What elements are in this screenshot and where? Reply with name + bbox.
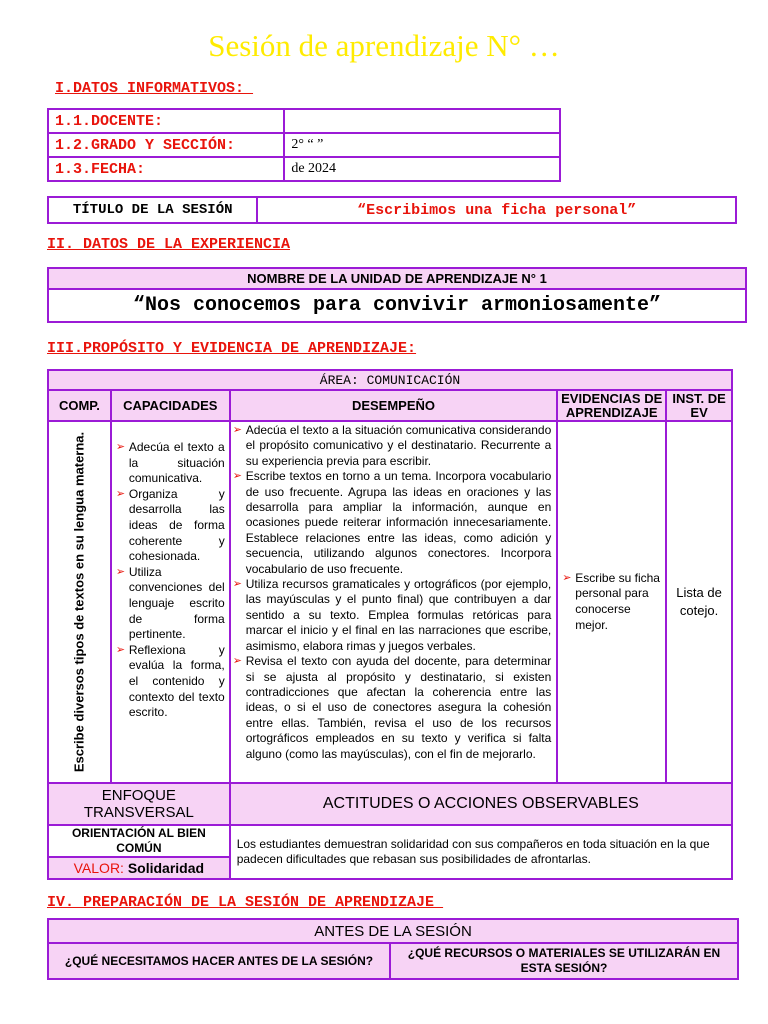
desempeno-item: ➢ Revisa el texto con ayuda del docente, para determinar si se ajusta al propósito y destinatario, si existen contradicciones que afectan la coherencia entre las ideas, o si el uso de conectores asegura la cohesión entre ellas. También, revisa el uso de los recursos ortográficos empleados en su texto y verifica si falta alguno (como las mayúsculas), con el fin de mejorarlo.	[235, 654, 552, 762]
desempeno-cell	[230, 421, 558, 783]
datos-informativos-table	[47, 108, 561, 182]
section-datos-experiencia: II. DATOS DE LA EXPERIENCIA	[47, 236, 291, 253]
preparacion-table	[47, 918, 739, 980]
fecha-value: de 2024	[284, 157, 560, 181]
valor-label: VALOR:	[73, 860, 124, 876]
comp-header: COMP.	[48, 390, 111, 421]
grado-value: 2° “ ”	[284, 133, 560, 157]
capacidad-item: ➢ Utiliza convenciones del lenguaje escrito de forma pertinente.	[118, 565, 225, 643]
area-header: ÁREA: COMUNICACIÓN	[48, 370, 732, 390]
desempeno-item: ➢ Escribe textos en torno a un tema. Incorpora vocabulario de uso frecuente. Agrupa las ideas en oraciones y las desarrolla para ampliar la información, aunque en ocasiones puede reiterar información innecesariamente. Establece relaciones entre las ideas, como adición y secuencia, utilizando algunos conectores. Incorpora vocabulario de uso frecuente.	[235, 469, 552, 577]
capacidad-item: ➢ Adecúa el texto a la situación comunicativa.	[118, 440, 225, 487]
evidencia-cell	[557, 421, 666, 783]
section-preparacion: IV. PREPARACIÓN DE LA SESIÓN DE APRENDIZAJE	[47, 894, 444, 911]
capacidades-cell	[111, 421, 230, 783]
desempeno-header: DESEMPEÑO	[230, 390, 558, 421]
que-recursos-header: ¿QUÉ RECURSOS O MATERIALES SE UTILIZARÁN EN ESTA SESIÓN?	[390, 943, 738, 979]
section-proposito: III.PROPÓSITO Y EVIDENCIA DE APRENDIZAJE:	[47, 340, 417, 357]
titulo-sesion-value: “Escribimos una ficha personal”	[257, 197, 736, 223]
actitudes-label: ACTITUDES O ACCIONES OBSERVABLES	[230, 783, 732, 825]
inst-header: INST. DE EV	[666, 390, 732, 421]
unidad-name: “Nos conocemos para convivir armoniosamente”	[48, 289, 746, 322]
fecha-label: 1.3.FECHA:	[48, 157, 284, 181]
desempeno-item: ➢ Utiliza recursos gramaticales y ortográficos (por ejemplo, las mayúsculas y el punto final) que contribuyen a dar sentido a su texto. Emplea formulas retóricas para marcar el inicio y el final en las narraciones que escribe, asimismo, elabora rimas y juegos verbales.	[235, 577, 552, 654]
que-necesitamos-header: ¿QUÉ NECESITAMOS HACER ANTES DE LA SESIÓN?	[48, 943, 390, 979]
instrumento-cell: Lista de cotejo.	[666, 421, 732, 783]
valor-cell	[48, 857, 230, 879]
desempeno-item: ➢ Adecúa el texto a la situación comunicativa considerando el propósito comunicativo y el destinatario. Recurrente a su experiencia previa para escribir.	[235, 423, 552, 469]
capacidad-item: ➢ Organiza y desarrolla las ideas de forma coherente y cohesionada.	[118, 487, 225, 565]
evidencias-header: EVIDENCIAS DE APRENDIZAJE	[557, 390, 666, 421]
docente-label: 1.1.DOCENTE:	[48, 109, 284, 133]
section-datos-informativos: I.DATOS INFORMATIVOS:	[55, 80, 254, 97]
docente-value	[284, 109, 560, 133]
titulo-sesion-table	[47, 196, 737, 224]
proposito-table	[47, 369, 733, 880]
antes-sesion-header: ANTES DE LA SESIÓN	[48, 919, 738, 943]
capacidades-header: CAPACIDADES	[111, 390, 230, 421]
grado-label: 1.2.GRADO Y SECCIÓN:	[48, 133, 284, 157]
page-title: Sesión de aprendizaje N° …	[208, 28, 560, 63]
competencia-cell	[48, 421, 111, 783]
capacidad-item: ➢ Reflexiona y evalúa la forma, el contenido y contexto del texto escrito.	[118, 643, 225, 721]
unidad-header: NOMBRE DE LA UNIDAD DE APRENDIZAJE N° 1	[48, 268, 746, 289]
actitud-text: Los estudiantes demuestran solidaridad con sus compañeros en toda situación en la que padecen dificultades que rebasan sus posibilidades de afrontarlas.	[230, 825, 732, 879]
evidencia-item: ➢ Escribe su ficha personal para conocerse mejor.	[564, 571, 660, 633]
valor-value: Solidaridad	[127, 860, 205, 876]
competencia-text: Escribe diversos tipos de textos en su lengua materna.	[71, 431, 87, 773]
titulo-sesion-label: TÍTULO DE LA SESIÓN	[48, 197, 257, 223]
enfoque-label: ENFOQUE TRANSVERSAL	[48, 783, 230, 825]
unidad-table	[47, 267, 747, 323]
orientacion-label: ORIENTACIÓN AL BIEN COMÚN	[48, 825, 230, 857]
